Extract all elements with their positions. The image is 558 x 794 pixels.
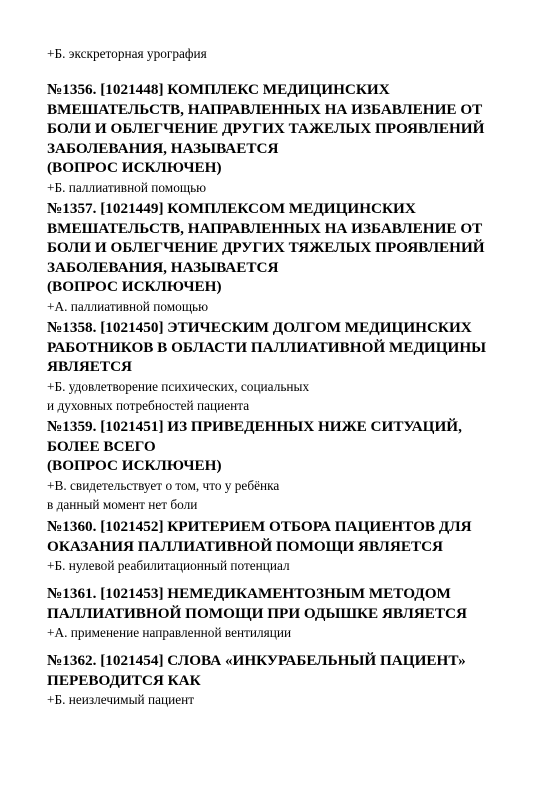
title-line: №1360. [1021452] КРИТЕРИЕМ ОТБОРА ПАЦИЕНТОВ ДЛЯ <box>47 518 472 535</box>
question-title <box>47 517 517 556</box>
title-line: ПЕРЕВОДИТСЯ КАК <box>47 671 201 689</box>
title-line: ОКАЗАНИЯ ПАЛЛИАТИВНОЙ ПОМОЩИ ЯВЛЯЕТСЯ <box>47 537 444 555</box>
title-line: ПАЛЛИАТИВНОЙ ПОМОЩИ ПРИ ОДЫШКЕ ЯВЛЯЕТСЯ <box>47 604 467 622</box>
question-1361 <box>47 584 517 642</box>
title-line: БОЛИ И ОБЛЕГЧЕНИЕ ДРУГИХ ТАЖЕЛЫХ ПРОЯВЛЕНИЙ <box>47 120 485 138</box>
answer-line: +Б. паллиативной помощью <box>47 179 207 195</box>
title-line: №1357. [1021449] КОМПЛЕКСОМ МЕДИЦИНСКИХ <box>47 200 416 217</box>
question-answer <box>47 297 517 316</box>
intro-answer: +Б. экскреторная урография <box>47 46 207 61</box>
question-answer <box>47 690 517 709</box>
title-line: №1358. [1021450] ЭТИЧЕСКИМ ДОЛГОМ МЕДИЦИНСКИХ <box>47 319 472 336</box>
title-line: РАБОТНИКОВ В ОБЛАСТИ ПАЛЛИАТИВНОЙ МЕДИЦИНЫ <box>47 338 487 356</box>
answer-line: +В. свидетельствует о том, что у ребёнка <box>47 477 280 493</box>
question-title <box>47 584 517 623</box>
question-title <box>47 199 517 297</box>
title-line: (ВОПРОС ИСКЛЮЧЕН) <box>47 278 222 296</box>
question-1360 <box>47 517 517 575</box>
title-line: ВМЕШАТЕЛЬСТВ, НАПРАВЛЕННЫХ НА ИЗБАВЛЕНИЕ ОТ <box>47 219 483 237</box>
question-answer <box>47 476 517 514</box>
answer-line: и духовных потребностей пациента <box>47 397 250 413</box>
answer-line: +Б. нулевой реабилитационный потенциал <box>47 558 290 574</box>
title-line: ЯВЛЯЕТСЯ <box>47 358 132 376</box>
question-1356 <box>47 80 517 197</box>
title-line: ВМЕШАТЕЛЬСТВ, НАПРАВЛЕННЫХ НА ИЗБАВЛЕНИЕ ОТ <box>47 100 483 118</box>
question-title <box>47 651 517 690</box>
question-answer <box>47 377 517 415</box>
question-answer <box>47 178 517 197</box>
title-line: №1361. [1021453] НЕМЕДИКАМЕНТОЗНЫМ МЕТОДОМ <box>47 585 451 602</box>
title-line: БОЛЕЕ ВСЕГО <box>47 437 156 455</box>
question-title <box>47 417 517 476</box>
title-line: №1362. [1021454] СЛОВА «ИНКУРАБЕЛЬНЫЙ ПАЦИЕНТ» <box>47 652 466 669</box>
question-1362 <box>47 651 517 709</box>
title-line: ЗАБОЛЕВАНИЯ, НАЗЫВАЕТСЯ <box>47 258 279 276</box>
title-line: (ВОПРОС ИСКЛЮЧЕН) <box>47 457 222 475</box>
question-1357 <box>47 199 517 316</box>
answer-line: +Б. удовлетворение психических, социальных <box>47 378 310 394</box>
title-line: БОЛИ И ОБЛЕГЧЕНИЕ ДРУГИХ ТЯЖЕЛЫХ ПРОЯВЛЕНИЙ <box>47 239 485 257</box>
question-answer <box>47 623 517 642</box>
answer-line: +А. паллиативной помощью <box>47 298 209 314</box>
answer-line: +А. применение направленной вентиляции <box>47 625 292 641</box>
question-1359 <box>47 417 517 514</box>
title-line: №1356. [1021448] КОМПЛЕКС МЕДИЦИНСКИХ <box>47 81 390 98</box>
title-line: №1359. [1021451] ИЗ ПРИВЕДЕННЫХ НИЖЕ СИТУАЦИЙ, <box>47 418 462 435</box>
question-title <box>47 80 517 178</box>
question-title <box>47 318 517 377</box>
title-line: ЗАБОЛЕВАНИЯ, НАЗЫВАЕТСЯ <box>47 139 279 157</box>
question-1358 <box>47 318 517 415</box>
title-line: (ВОПРОС ИСКЛЮЧЕН) <box>47 159 222 177</box>
answer-line: в данный момент нет боли <box>47 496 198 512</box>
question-answer <box>47 556 517 575</box>
answer-line: +Б. неизлечимый пациент <box>47 692 195 708</box>
